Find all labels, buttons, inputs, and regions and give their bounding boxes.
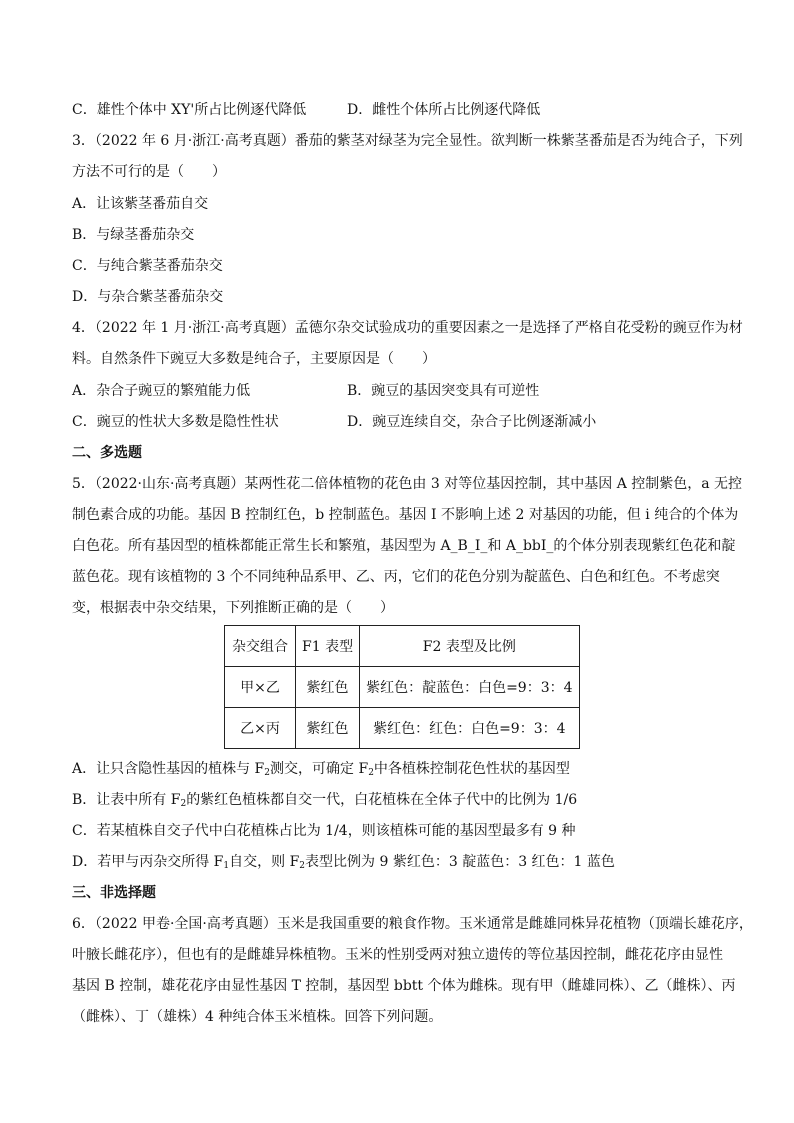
table-cell: 紫红色: [296, 708, 360, 749]
q3-stem-line1: 3．（2022 年 6 月·浙江·高考真题）番茄的紫茎对绿茎为完全显性。欲判断一株紫茎番茄是否为纯合子，下列: [72, 133, 743, 149]
table-header-cell: F2 表型及比例: [360, 626, 579, 667]
q3-stem-line2: 方法不可行的是（ ）: [72, 164, 226, 180]
q5-line2: 制色素合成的功能。基因 B 控制红色，b 控制蓝色。基因 I 不影响上述 2 对基因的功能，但 i 纯合的个体为: [72, 507, 739, 523]
table-row: [225, 667, 580, 708]
section2-title: 二、多选题: [72, 445, 142, 461]
q3-option-c: C．与纯合紫茎番茄杂交: [72, 258, 223, 274]
table-header-cell: 杂交组合: [225, 626, 296, 667]
q4-option-b: B．豌豆的基因突变具有可逆性: [347, 383, 540, 399]
q6-line3: 基因 B 控制，雄花花序由显性基因 T 控制，基因型 bbtt 个体为雌株。现有甲（雌雄同株）、乙（雌株）、丙: [72, 978, 736, 994]
q4-option-d: D．豌豆连续自交，杂合子比例逐渐减小: [347, 414, 597, 430]
table-header-cell: F1 表型: [296, 626, 360, 667]
table-cell: 乙×丙: [225, 708, 296, 749]
table-cell: 甲×乙: [225, 667, 296, 708]
q2-option-c: C．雄性个体中 XY'所占比例逐代降低: [72, 102, 307, 118]
q5-line4: 蓝色花。现有该植物的 3 个不同纯种品系甲、乙、丙，它们的花色分别为靛蓝色、白色和红色。不考虑突: [72, 569, 720, 585]
q3-option-b: B．与绿茎番茄杂交: [72, 227, 195, 243]
q5-option-d: D．若甲与丙杂交所得 $F_1$自交，则 $F_2$表型比例为 9 紫红色：3 靛蓝色：3 红色：1 蓝色: [72, 854, 615, 871]
table-header-row: [225, 626, 580, 667]
q5-option-a: A．让只含隐性基因的植株与 $F_2$测交，可确定 $F_2$中各植株控制花色性状的基因型: [72, 761, 570, 778]
table-cell: 紫红色：红色：白色=9：3：4: [360, 708, 579, 749]
q5-option-b: B．让表中所有 $F_2$的紫红色植株都自交一代，白花植株在全体子代中的比例为 1/6: [72, 792, 578, 809]
q3-option-d: D．与杂合紫茎番茄杂交: [72, 289, 224, 305]
table-row: [225, 708, 580, 749]
q6-line4: （雌株）、丁（雄株）4 种纯合体玉米植株。回答下列问题。: [72, 1009, 443, 1025]
cross-results-table: [224, 625, 580, 749]
q6-line2: 叶腋长雌花序），但也有的是雌雄异株植物。玉米的性别受两对独立遗传的等位基因控制，雌花花序由显性: [72, 947, 723, 963]
table-cell: 紫红色：靛蓝色：白色=9：3：4: [360, 667, 579, 708]
q5-line1: 5．（2022·山东·高考真题）某两性花二倍体植物的花色由 3 对等位基因控制，其中基因 A 控制紫色，a 无控: [72, 476, 743, 492]
q5-line3: 白色花。所有基因型的植株都能正常生长和繁殖，基因型为 A_B_I_和 A_bbI_的个体分别表现紫红色花和靛: [72, 538, 736, 554]
q5-line5: 变，根据表中杂交结果，下列推断正确的是（ ）: [72, 600, 394, 616]
q4-stem-line2: 料。自然条件下豌豆大多数是纯合子，主要原因是（ ）: [72, 351, 436, 367]
q4-stem-line1: 4．（2022 年 1 月·浙江·高考真题）孟德尔杂交试验成功的重要因素之一是选择了严格自花受粉的豌豆作为材: [72, 320, 743, 336]
q4-option-c: C．豌豆的性状大多数是隐性性状: [72, 414, 279, 430]
section3-title: 三、非选择题: [72, 885, 156, 901]
q5-option-c: C．若某植株自交子代中白花植株占比为 1/4，则该植株可能的基因型最多有 9 种: [72, 823, 576, 839]
q2-option-d: D．雌性个体所占比例逐代降低: [347, 102, 541, 118]
q3-option-a: A．让该紫茎番茄自交: [72, 196, 209, 212]
table-cell: 紫红色: [296, 667, 360, 708]
q6-line1: 6．（2022 甲卷·全国·高考真题）玉米是我国重要的粮食作物。玉米通常是雌雄同株异花植物（顶端长雄花序，: [72, 916, 753, 932]
q4-option-a: A．杂合子豌豆的繁殖能力低: [72, 383, 251, 399]
